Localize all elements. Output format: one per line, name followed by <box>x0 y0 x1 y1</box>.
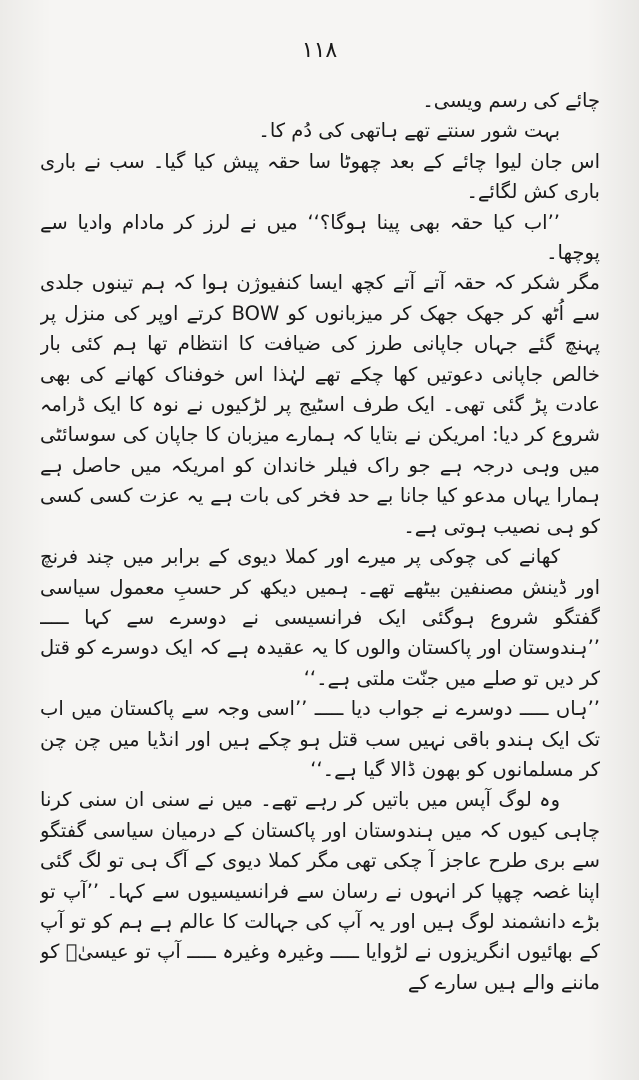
paragraph: وہ لوگ آپس میں باتیں کر رہے تھے۔ میں نے سنی ان سنی کرنا چاہی کیوں کہ میں ہندوستان اور پاکستان کے درمیان سیاسی گفتگو سے بری طرح عاجز آ چکی تھی مگر کملا دیوی کے آگ ہی تو لگ گئی اپنا غصہ چھپا کر انہوں نے رسان سے فرانسیسیوں سے کہا۔ ’’آپ تو بڑے دانشمند لوگ ہیں اور یہ آپ کی جہالت کا عالم ہے ہم کو تو آپ کے بھائیوں انگریزوں نے لڑوایا ـــــ وغیرہ وغیرہ ـــــ آپ تو عیسیٰؑ کو ماننے والے ہیں سارے کے <box>40 788 600 994</box>
paragraph: مگر شکر کہ حقہ آتے آتے کچھ ایسا کنفیوژن ہوا کہ ہم تینوں جلدی سے اُٹھ کر جھک جھک کر میزبانوں کو BOW کرتے اوپر کی منزل پر پہنچ گئے جہاں جاپانی طرز کی ضیافت کا انتظام تھا ہم کئی بار خالص جاپانی دعوتیں کھا چکے تھے لہٰذا اس خوفناک کھانے کی بھی عادت پڑ گئی تھی۔ ایک طرف اسٹیج پر لڑکیوں نے نوہ کا ایک ڈرامہ شروع کر دیا: امریکن نے بتایا کہ ہمارے میزبان کا جاپان کی سوسائٹی میں وہی درجہ ہے جو راک فیلر خاندان کو امریکہ میں حاصل ہے ہمارا یہاں مدعو کیا جانا بے حد فخر کی بات ہے یہ عزت کسی کسی کو ہی نصیب ہوتی ہے۔ <box>40 271 600 538</box>
paragraph: ’’اب کیا حقہ بھی پینا ہوگا؟‘‘ میں نے لرز کر مادام وادیا سے پوچھا۔ <box>40 210 600 265</box>
paragraph: ’’ہاں ـــــ دوسرے نے جواب دیا ـــــ ’’اسی وجہ سے پاکستان میں اب تک ایک ہندو باقی نہیں سب قتل ہو چکے ہیں اور انڈیا میں چن چن کر مسلمانوں کو بھون ڈالا گیا ہے۔‘‘ <box>40 697 600 781</box>
paragraph: کھانے کی چوکی پر میرے اور کملا دیوی کے برابر میں چند فرنچ اور ڈینش مصنفین بیٹھے تھے۔ ہمیں دیکھ کر حسبِ معمول سیاسی گفتگو شروع ہوگئی ایک فرانسیسی نے دوسرے سے کہا ـــــ ’’ہندوستان اور پاکستان والوں کا یہ عقیدہ ہے کہ ایک دوسرے کو قتل کر دیں تو صلے میں جنّت ملتی ہے۔‘‘ <box>40 545 600 690</box>
paragraph: چائے کی رسم ویسی۔ <box>422 89 600 112</box>
body-text <box>40 86 600 1066</box>
paragraph: بہت شور سنتے تھے ہاتھی کی دُم کا۔ <box>258 119 560 143</box>
paragraph: اس جان لیوا چائے کے بعد چھوٹا سا حقہ پیش کیا گیا۔ سب نے باری باری کش لگائے۔ <box>40 149 600 204</box>
page-number: ۱۱۸ <box>301 38 338 63</box>
